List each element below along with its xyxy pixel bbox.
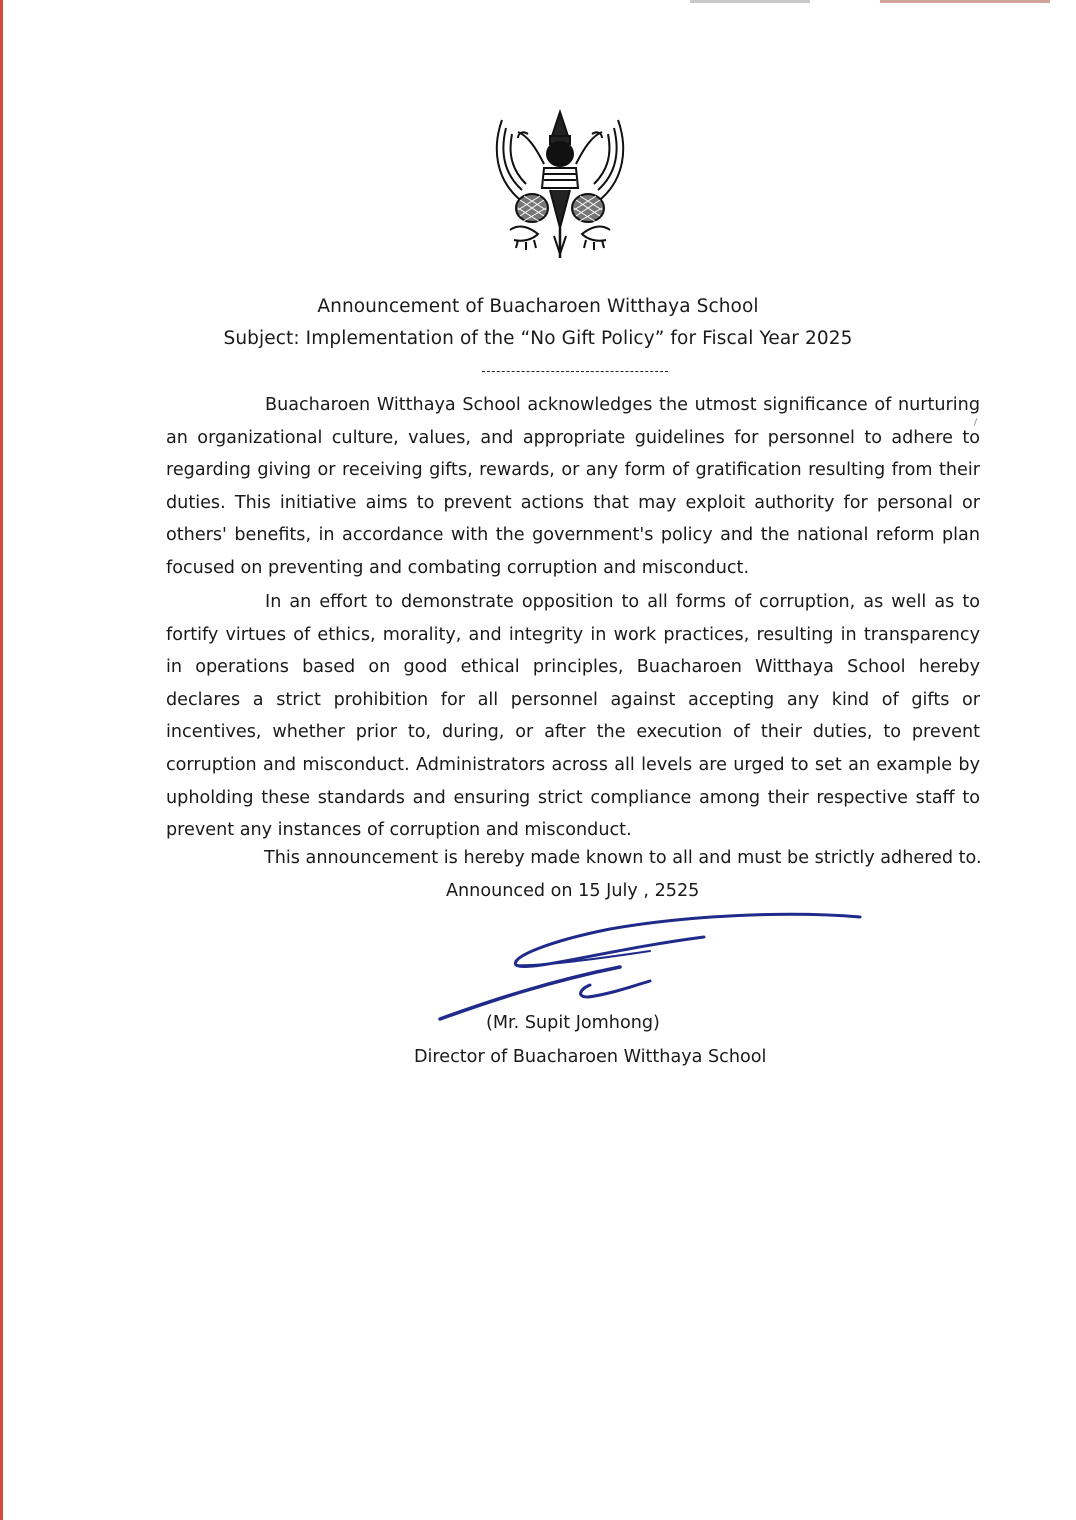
announcement-subject: Subject: Implementation of the “No Gift Policy” for Fiscal Year 2025 (223, 328, 853, 349)
announcement-title: Announcement of Buacharoen Witthaya School (317, 296, 759, 317)
body-paragraph: In an effort to demonstrate opposition to all forms of corruption, as well as to fortify virtues of ethics, morality, and integrity in work practices, resulting in transparency in operations based on good ethical principles, Buacharoen Witthaya School hereby declares a strict prohibition for all personnel against accepting any kind of gifts or incentives, whether prior to, during, or after the execution of their duties, to prevent corruption and misconduct. Administrators across all levels are urged to set an example by upholding these standards and ensuring strict compliance among their respective staff to prevent any instances of corruption and misconduct. (166, 592, 980, 841)
body-paragraph: Buacharoen Witthaya School acknowledges the utmost significance of nurturing an organizational culture, values, and appropriate guidelines for personnel to adhere to regarding giving or receiving gifts, rewards, or any form of gratification resulting from their duties. This initiative aims to prevent actions that may exploit authority for personal or others' benefits, in accordance with the government's policy and the national reform plan focused on preventing and combating corruption and misconduct. (166, 395, 980, 578)
closing-statement: This announcement is hereby made known to all and must be strictly adhered to. (264, 848, 982, 868)
scan-mark (690, 0, 810, 3)
scan-mark (880, 0, 1050, 3)
signer-position: Director of Buacharoen Witthaya School (414, 1047, 767, 1067)
signature-icon (430, 905, 870, 1025)
announcement-date: Announced on 15 July , 2525 (446, 881, 700, 901)
signer-name: (Mr. Supit Jomhong) (486, 1013, 660, 1033)
divider (482, 371, 668, 372)
page-edge (0, 0, 3, 1520)
garuda-emblem-icon (488, 108, 632, 266)
